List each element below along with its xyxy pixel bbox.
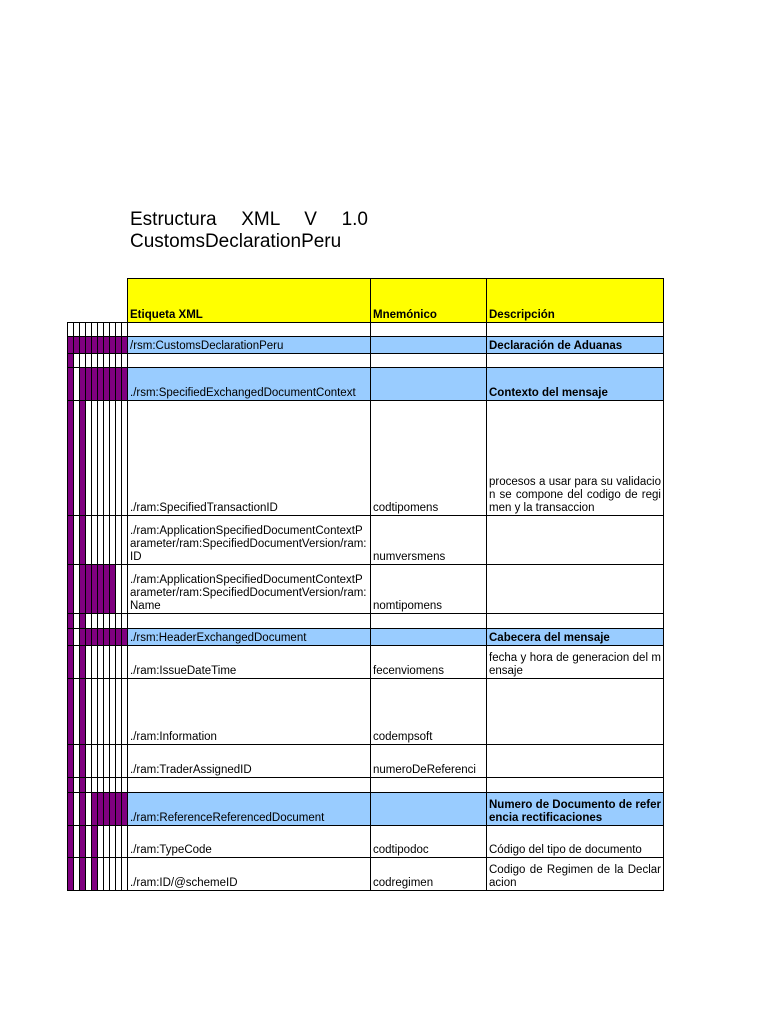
table-row [68,337,664,354]
xml-structure-table [67,278,664,891]
table-row [68,565,664,614]
description-cell: Código del tipo de documento [487,826,664,858]
description-cell: fecha y hora de generacion del mensaje [487,646,664,679]
title-line-2: CustomsDeclarationPeru [130,231,342,252]
mnemonic-cell: fecenviomens [371,646,487,679]
tag-cell: ./ram:Information [128,679,371,745]
document-title [130,209,368,253]
description-cell [487,778,664,793]
table-row [68,323,664,337]
tag-cell: ./ram:ReferenceReferencedDocument [128,793,371,826]
mnemonic-cell: codempsoft [371,679,487,745]
tag-cell: /rsm:CustomsDeclarationPeru [128,337,371,354]
tag-cell: ./ram:IssueDateTime [128,646,371,679]
table-row [68,679,664,745]
mnemonic-cell: numeroDeReferenci [371,745,487,778]
header-tag: Etiqueta XML [128,279,371,323]
mnemonic-cell [371,368,487,401]
tag-cell: ./rsm:HeaderExchangedDocument [128,629,371,646]
description-cell [487,679,664,745]
table-row [68,646,664,679]
description-cell [487,323,664,337]
tag-cell: ./ram:ApplicationSpecifiedDocumentContextParameter/ram:SpecifiedDocumentVersion/ram:ID [128,516,371,565]
table-row [68,858,664,891]
mnemonic-cell: numversmens [371,516,487,565]
mnemonic-cell: codregimen [371,858,487,891]
mnemonic-cell [371,793,487,826]
description-cell [487,354,664,368]
title-line-1: Estructura XML V 1.0 [130,209,368,230]
description-cell [487,745,664,778]
table-row [68,401,664,516]
description-cell: Declaración de Aduanas [487,337,664,354]
header-row [68,279,664,323]
mnemonic-cell [371,323,487,337]
tag-cell [128,778,371,793]
mnemonic-cell [371,354,487,368]
tag-cell: ./ram:TypeCode [128,826,371,858]
description-cell [487,614,664,629]
tag-cell: ./ram:ID/@schemeID [128,858,371,891]
description-cell: Contexto del mensaje [487,368,664,401]
tag-cell [128,354,371,368]
description-cell: Codigo de Regimen de la Declaracion [487,858,664,891]
mnemonic-cell [371,337,487,354]
description-cell [487,565,664,614]
description-cell: procesos a usar para su validacion se compone del codigo de regimen y la transaccion [487,401,664,516]
tag-cell [128,323,371,337]
mnemonic-cell [371,778,487,793]
description-cell: Numero de Documento de referencia rectificaciones [487,793,664,826]
mnemonic-cell: nomtipomens [371,565,487,614]
table-row [68,354,664,368]
tag-cell: ./rsm:SpecifiedExchangedDocumentContext [128,368,371,401]
tag-cell [128,614,371,629]
table-row [68,629,664,646]
table-row [68,368,664,401]
mnemonic-cell: codtipodoc [371,826,487,858]
tag-cell: ./ram:ApplicationSpecifiedDocumentContextParameter/ram:SpecifiedDocumentVersion/ram:Name [128,565,371,614]
mnemonic-cell [371,629,487,646]
tag-cell: ./ram:TraderAssignedID [128,745,371,778]
table-row [68,826,664,858]
mnemonic-cell [371,614,487,629]
tag-cell: ./ram:SpecifiedTransactionID [128,401,371,516]
table-row [68,778,664,793]
header-description: Descripción [487,279,664,323]
table-row [68,745,664,778]
table-row [68,516,664,565]
description-cell [487,516,664,565]
table-row [68,614,664,629]
table-row [68,793,664,826]
header-mnemonic: Mnemónico [371,279,487,323]
mnemonic-cell: codtipomens [371,401,487,516]
description-cell: Cabecera del mensaje [487,629,664,646]
